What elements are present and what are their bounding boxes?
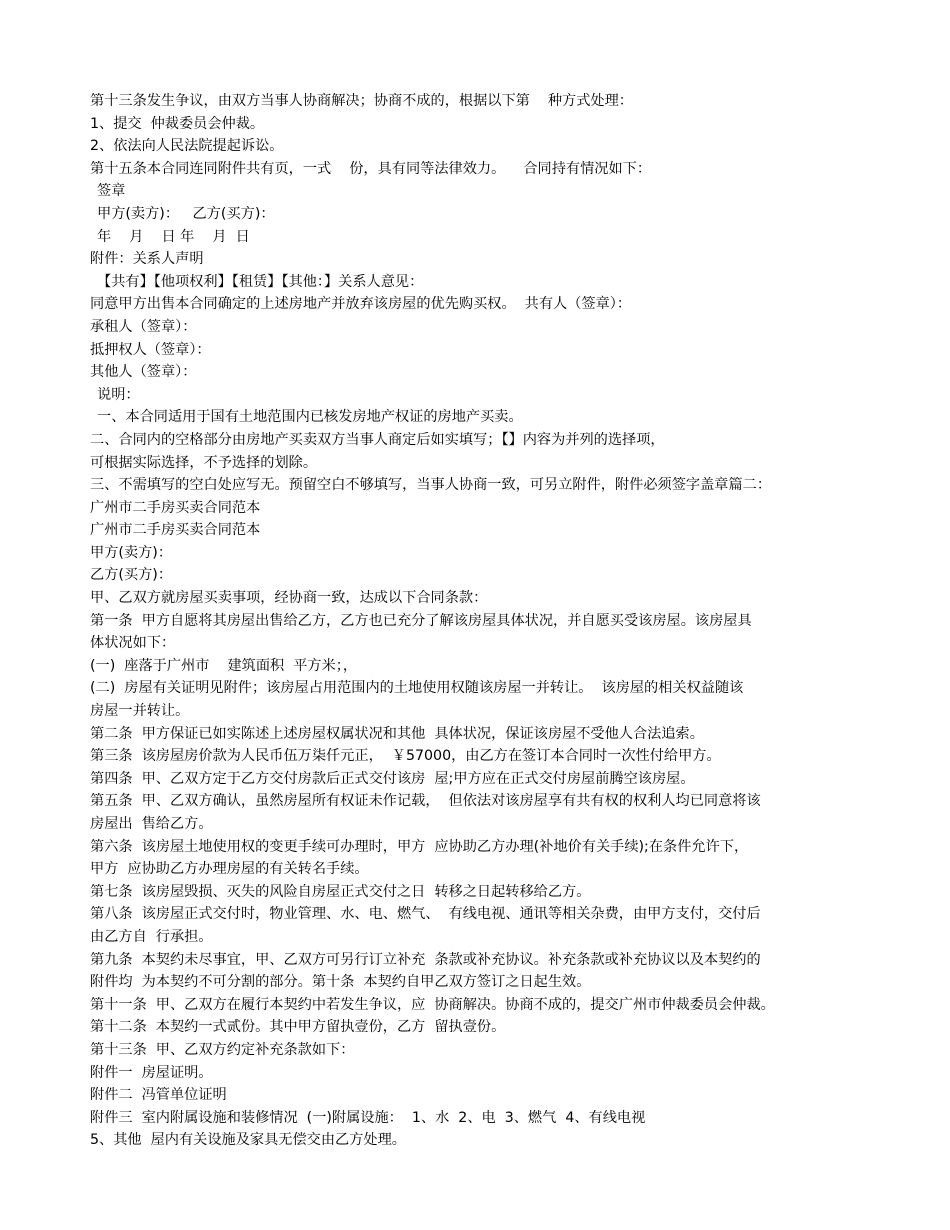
text-line: 第十五条本合同连同附件共有页，一式 份，具有同等法律效力。 合同持有情况如下： xyxy=(90,160,652,177)
text-line: 房屋一并转让。 xyxy=(90,703,190,720)
text-line: 承租人（签章）： xyxy=(90,318,197,335)
text-line: 甲方(卖方)： 乙方(买方)： xyxy=(97,205,275,222)
text-line: 第十三条发生争议，由双方当事人协商解决；协商不成的，根据以下第 种方式处理： xyxy=(90,93,633,109)
text-line: 第八条 该房屋正式交付时，物业管理、水、电、燃气、 有线电视、通讯等相关杂费，由甲方支付，交付后 xyxy=(90,906,761,923)
text-line: 抵押权人（签章）： xyxy=(90,341,211,358)
text-line: 1、提交 仲裁委员会仲裁。 xyxy=(90,115,265,132)
text-line: 第四条 甲、乙双方定于乙方交付房款后正式交付该房 屋;甲方应在正式交付房屋前腾空该房屋。 xyxy=(90,770,695,787)
text-line: 一、本合同适用于国有土地范围内已核发房地产权证的房地产买卖。 xyxy=(97,409,523,426)
text-line: (二) 房屋有关证明见附件；该房屋占用范围内的土地使用权随该房屋一并转让。 该房屋的相关权益随该 xyxy=(90,680,744,697)
text-line: 第十二条 本契约一式贰份。其中甲方留执壹份，乙方 留执壹份。 xyxy=(90,1019,506,1036)
document-body xyxy=(90,90,880,1152)
text-line: 年 月 日 年 月 日 xyxy=(97,228,250,245)
text-line: 第二条 甲方保证已如实陈述上述房屋权属状况和其他 具体状况，保证该房屋不受他人合法追索。 xyxy=(90,725,704,742)
text-line: 第九条 本契约未尽事宜，甲、乙双方可另行订立补充 条款或补充协议。补充条款或补充协议以及本契约的 xyxy=(90,951,761,968)
text-line: 二、合同内的空格部分由房地产买卖双方当事人商定后如实填写；【】内容为并列的选择项， xyxy=(90,431,665,448)
text-line: 第三条 该房屋房价款为人民币伍万柒仟元正， ￥57000，由乙方在签订本合同时一次性付给甲方。 xyxy=(90,748,721,765)
text-line: 甲、乙双方就房屋买卖事项，经协商一致，达成以下合同条款： xyxy=(90,590,488,607)
text-line: 广州市二手房买卖合同范本 xyxy=(90,499,261,516)
text-line: 签章 xyxy=(97,183,126,200)
text-line: 第一条 甲方自愿将其房屋出售给乙方，乙方也已充分了解该房屋具体状况，并自愿买受该房屋。该房屋具 xyxy=(90,612,752,629)
text-line: 【共有】【他项权利】【租赁】【其他：】关系人意见： xyxy=(97,273,424,290)
text-line: 由乙方自 行承担。 xyxy=(90,928,213,945)
text-line: 可根据实际选择，不予选择的划除。 xyxy=(90,454,318,471)
text-line: 附件二 冯管单位证明 xyxy=(90,1087,227,1104)
text-line: (一) 座落于广州市 建筑面积 平方米；， xyxy=(90,657,358,674)
text-line: 第六条 该房屋土地使用权的变更手续可办理时，甲方 应协助乙方办理(补地价有关手续);在条件允许下， xyxy=(90,838,749,855)
text-line: 说明： xyxy=(97,386,140,403)
text-line: 三、不需填写的空白处应写无。预留空白不够填写，当事人协商一致，可另立附件，附件必须签字盖章篇二： xyxy=(90,477,772,494)
text-line: 广州市二手房买卖合同范本 xyxy=(90,522,261,539)
text-line: 第十三条 甲、乙双方约定补充条款如下： xyxy=(90,1041,355,1058)
text-line: 乙方(买方)： xyxy=(90,567,173,584)
text-line: 第五条 甲、乙双方确认，虽然房屋所有权证未作记载， 但依法对该房屋享有共有权的权利人均已同意将该 xyxy=(90,793,761,810)
text-line: 体状况如下： xyxy=(90,635,176,652)
text-line: 第七条 该房屋毁损、灭失的风险自房屋正式交付之日 转移之日起转移给乙方。 xyxy=(90,883,591,900)
text-line: 甲方 应协助乙方办理房屋的有关转名手续。 xyxy=(90,861,369,878)
text-line: 同意甲方出售本合同确定的上述房地产并放弃该房屋的优先购买权。 共有人（签章）： xyxy=(90,296,632,313)
text-line: 其他人（签章）： xyxy=(90,364,197,381)
text-line: 附件一 房屋证明。 xyxy=(90,1064,213,1081)
text-line: 附件均 为本契约不可分割的部分。第十条 本契约自甲乙双方签订之日起生效。 xyxy=(90,974,591,991)
text-line: 5、其他 屋内有关设施及家具无偿交由乙方处理。 xyxy=(90,1132,406,1149)
text-line: 第十一条 甲、乙双方在履行本契约中若发生争议，应 协商解决。协商不成的，提交广州市仲裁委员会仲裁。 xyxy=(90,996,775,1013)
text-line: 附件三 室内附属设施和装修情况 (一)附属设施： 1、水 2、电 3、燃气 4、有线电视 xyxy=(90,1109,646,1126)
text-line: 甲方(卖方)： xyxy=(90,544,173,561)
text-line: 2、依法向人民法院提起诉讼。 xyxy=(90,138,284,155)
text-line: 附件：关系人声明 xyxy=(90,251,204,268)
text-line: 房屋出 售给乙方。 xyxy=(90,816,213,832)
